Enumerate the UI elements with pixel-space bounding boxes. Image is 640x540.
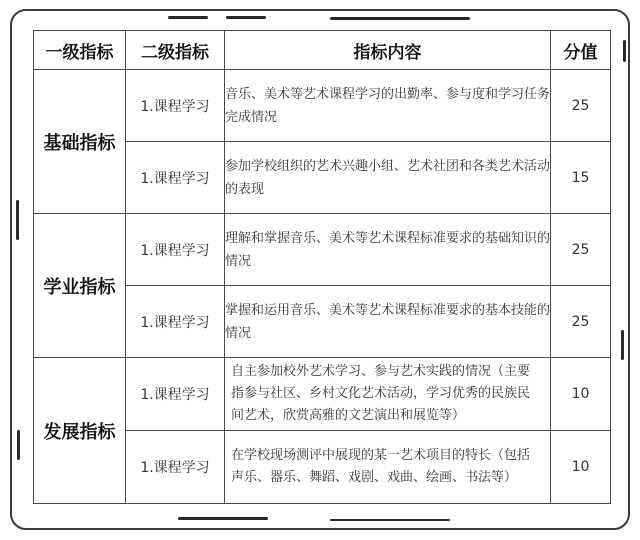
indicator-table bbox=[33, 30, 611, 504]
header-level2: 二级指标 bbox=[126, 31, 225, 70]
level2-cell: 1.课程学习 bbox=[126, 286, 225, 358]
level1-basic: 基础指标 bbox=[34, 70, 126, 214]
level2-cell: 1.课程学习 bbox=[126, 358, 225, 431]
frame-dash-left bbox=[17, 430, 20, 460]
table-row bbox=[34, 214, 611, 286]
level1-development: 发展指标 bbox=[34, 358, 126, 504]
table-row bbox=[34, 70, 611, 142]
level1-academic: 学业指标 bbox=[34, 214, 126, 358]
header-score: 分值 bbox=[551, 31, 611, 70]
level2-cell: 1.课程学习 bbox=[126, 142, 225, 214]
content-cell: 自主参加校外艺术学习、参与艺术实践的情况（主要指参与社区、乡村文化艺术活动，学习优秀的民族民间艺术，欣赏高雅的文艺演出和展览等） bbox=[225, 358, 551, 431]
score-cell: 25 bbox=[551, 286, 611, 358]
score-cell: 25 bbox=[551, 214, 611, 286]
frame-dash-top bbox=[226, 16, 266, 19]
frame-dash-bottom bbox=[330, 519, 450, 521]
header-content: 指标内容 bbox=[225, 31, 551, 70]
frame-dash-bottom bbox=[178, 517, 268, 520]
content-cell: 音乐、美术等艺术课程学习的出勤率、参与度和学习任务完成情况 bbox=[225, 70, 551, 142]
table-header-row bbox=[34, 31, 611, 70]
score-cell: 15 bbox=[551, 142, 611, 214]
header-level1: 一级指标 bbox=[34, 31, 126, 70]
score-cell: 10 bbox=[551, 358, 611, 431]
level2-cell: 1.课程学习 bbox=[126, 70, 225, 142]
content-cell: 参加学校组织的艺术兴趣小组、艺术社团和各类艺术活动的表现 bbox=[225, 142, 551, 214]
level2-cell: 1.课程学习 bbox=[126, 214, 225, 286]
frame-dash-right bbox=[623, 40, 626, 62]
frame-dash-right bbox=[621, 330, 624, 360]
frame-dash-top bbox=[330, 17, 470, 20]
score-cell: 25 bbox=[551, 70, 611, 142]
table-row bbox=[34, 358, 611, 431]
content-cell: 掌握和运用音乐、美术等艺术课程标准要求的基本技能的情况 bbox=[225, 286, 551, 358]
content-cell: 理解和掌握音乐、美术等艺术课程标准要求的基础知识的情况 bbox=[225, 214, 551, 286]
content-cell: 在学校现场测评中展现的某一艺术项目的特长（包括声乐、器乐、舞蹈、戏剧、戏曲、绘画、书法等） bbox=[225, 431, 551, 504]
frame-dash-top bbox=[168, 16, 208, 19]
level2-cell: 1.课程学习 bbox=[126, 431, 225, 504]
frame-dash-left bbox=[16, 200, 19, 240]
score-cell: 10 bbox=[551, 431, 611, 504]
